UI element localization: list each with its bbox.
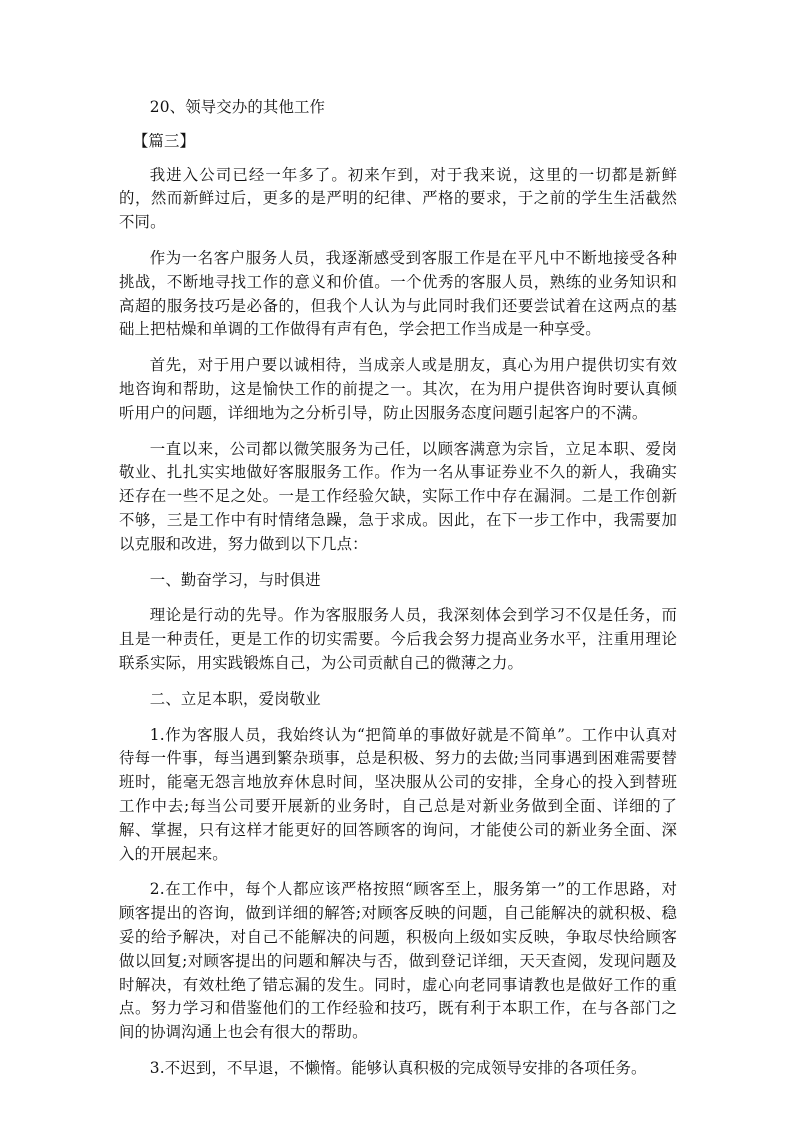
section-title: 【篇三】 [132, 131, 196, 150]
paragraph-study: 理论是行动的先导。作为客服服务人员，我深刻体会到学习不仅是任务，而且是一种责任，更是工作的切实需要。今后我会努力提高业务水平，注重用理论联系实际，用实践锻炼自己，为公司贡献自己的微薄之力。 [119, 606, 677, 672]
heading-duty: 二、立足本职，爱岗敬业 [149, 689, 321, 708]
paragraph-1: 我进入公司已经一年多了。初来乍到，对于我来说，这里的一切都是新鲜的，然而新鲜过后，更多的是严明的纪律、严格的要求，于之前的学生生活截然不同。 [119, 165, 677, 232]
paragraph-4: 一直以来，公司都以微笑服务为己任，以顾客满意为宗旨，立足本职、爱岗敬业、扎扎实实地做好客服服务工作。作为一名从事证券业不久的新人，我确实还存在一些不足之处。一是工作经验欠缺，实际工作中存在漏洞。二是工作创新不够，三是工作中有时情绪急躁，急于求成。因此，在下一步工作中，我需要加以克服和改进，努力做到以下几点： [119, 439, 677, 553]
point-3: 3.不迟到，不早退，不懒惰。能够认真积极的完成领导安排的各项任务。 [149, 1058, 647, 1077]
point-2: 2.在工作中，每个人都应该严格按照“顾客至上，服务第一”的工作思路，对顾客提出的咨询，做到详细的解答;对顾客反映的问题，自己能解决的就积极、稳妥的给予解决，对自己不能解决的问题，积极向上级如实反映，争取尽快给顾客做以回复;对顾客提出的问题和解决与否，做到登记详细，天天查阅，发现问题及时解决，有效杜绝了错忘漏的发生。同时，虚心向老同事请教也是做好工作的重点。努力学习和借鉴他们的工作经验和技巧，既有利于本职工作，在与各部门之间的协调沟通上也会有很大的帮助。 [119, 880, 677, 1042]
item-20-line: 20、领导交办的其他工作 [149, 98, 326, 116]
point-1: 1.作为客服人员，我始终认为“把简单的事做好就是不简单”。工作中认真对待每一件事，每当遇到繁杂琐事，总是积极、努力的去做;当同事遇到困难需要替班时，能毫无怨言地放弃休息时间，坚决服从公司的安排，全身心的投入到替班工作中去;每当公司要开展新的业务时，自己总是对新业务做到全面、详细的了解、掌握，只有这样才能更好的回答顾客的询问，才能使公司的新业务全面、深入的开展起来。 [119, 725, 677, 863]
paragraph-2: 作为一名客户服务人员，我逐渐感受到客服工作是在平凡中不断地接受各种挑战，不断地寻找工作的意义和价值。一个优秀的客服人员，熟练的业务知识和高超的服务技巧是必备的，但我个人认为与此同时我们还要尝试着在这两点的基础上把枯燥和单调的工作做得有声有色，学会把工作当成是一种享受。 [119, 248, 677, 339]
document-content [119, 96, 677, 1081]
heading-study: 一、勤奋学习，与时俱进 [149, 570, 321, 589]
paragraph-3: 首先，对于用户要以诚相待，当成亲人或是朋友，真心为用户提供切实有效地咨询和帮助，这是愉快工作的前提之一。其次，在为用户提供咨询时要认真倾听用户的问题，详细地为之分析引导，防止因服务态度问题引起客户的不满。 [119, 356, 677, 422]
